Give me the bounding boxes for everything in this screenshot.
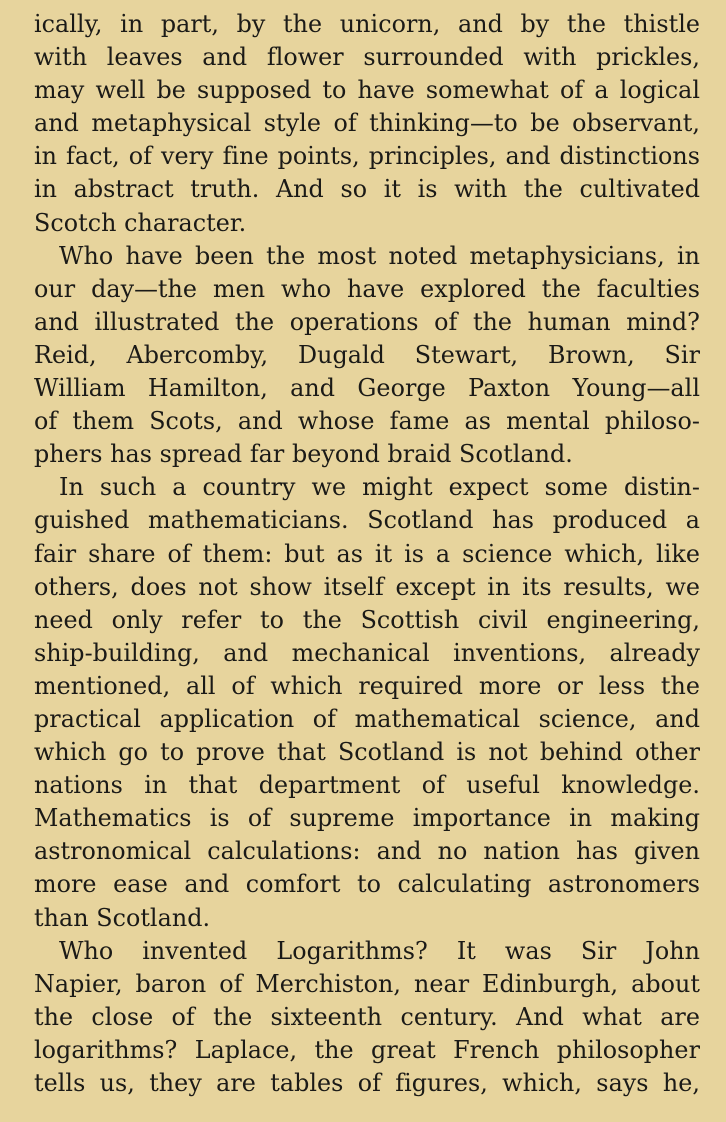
text-line: than Scotland. — [34, 903, 211, 932]
text-line: of them Scots, and whose fame as mental philoso- — [34, 407, 700, 436]
text-line: Napier, baron of Merchiston, near Edinburgh, about — [34, 969, 700, 998]
text-line: in abstract truth. And so it is with the cultivated — [34, 175, 700, 204]
text-line: Mathematics is of supreme importance in making — [34, 804, 700, 833]
text-line: more ease and comfort to calculating astronomers — [34, 870, 700, 899]
text-line: logarithms? Laplace, the great French philosopher — [34, 1035, 700, 1064]
text-line: in fact, of very fine points, principles, and distinctions — [34, 142, 700, 171]
text-line: the close of the sixteenth century. And what are — [34, 1002, 700, 1031]
paragraph-first-line: Who invented Logarithms? It was Sir John — [59, 936, 700, 965]
paragraph-first-line: Who have been the most noted metaphysicians, in — [59, 241, 700, 270]
text-line: and metaphysical style of thinking—to be observant, — [34, 109, 700, 138]
text-column — [34, 8, 700, 1100]
text-line: tells us, they are tables of figures, which, says he, — [34, 1069, 700, 1097]
text-line: Reid, Abercomby, Dugald Stewart, Brown, Sir — [34, 340, 700, 369]
paragraph-first-line: In such a country we might expect some distin- — [59, 473, 700, 502]
text-line: ically, in part, by the unicorn, and by the thistle — [34, 10, 700, 38]
text-line: mentioned, all of which required more or less the — [34, 671, 700, 700]
text-line: may well be supposed to have somewhat of a logical — [34, 76, 700, 105]
text-line: phers has spread far beyond braid Scotland. — [34, 440, 573, 469]
text-line: nations in that department of useful knowledge. — [34, 771, 700, 800]
text-line: and illustrated the operations of the human mind? — [34, 307, 700, 336]
text-line: fair share of them: but as it is a science which, like — [34, 539, 700, 568]
text-line: others, does not show itself except in its results, we — [34, 572, 700, 601]
text-line: need only refer to the Scottish civil engineering, — [34, 605, 700, 634]
text-line: astronomical calculations: and no nation has given — [34, 837, 700, 866]
text-line: Scotch character. — [34, 208, 247, 237]
text-line: ship-building, and mechanical inventions, already — [34, 638, 700, 667]
text-line: guished mathematicians. Scotland has produced a — [34, 506, 700, 535]
text-line: our day—the men who have explored the faculties — [34, 274, 700, 303]
text-line: practical application of mathematical science, and — [34, 704, 700, 733]
text-line: William Hamilton, and George Paxton Young—all — [34, 374, 700, 403]
text-line: with leaves and flower surrounded with prickles, — [34, 43, 700, 72]
text-line: which go to prove that Scotland is not behind other — [34, 738, 700, 767]
